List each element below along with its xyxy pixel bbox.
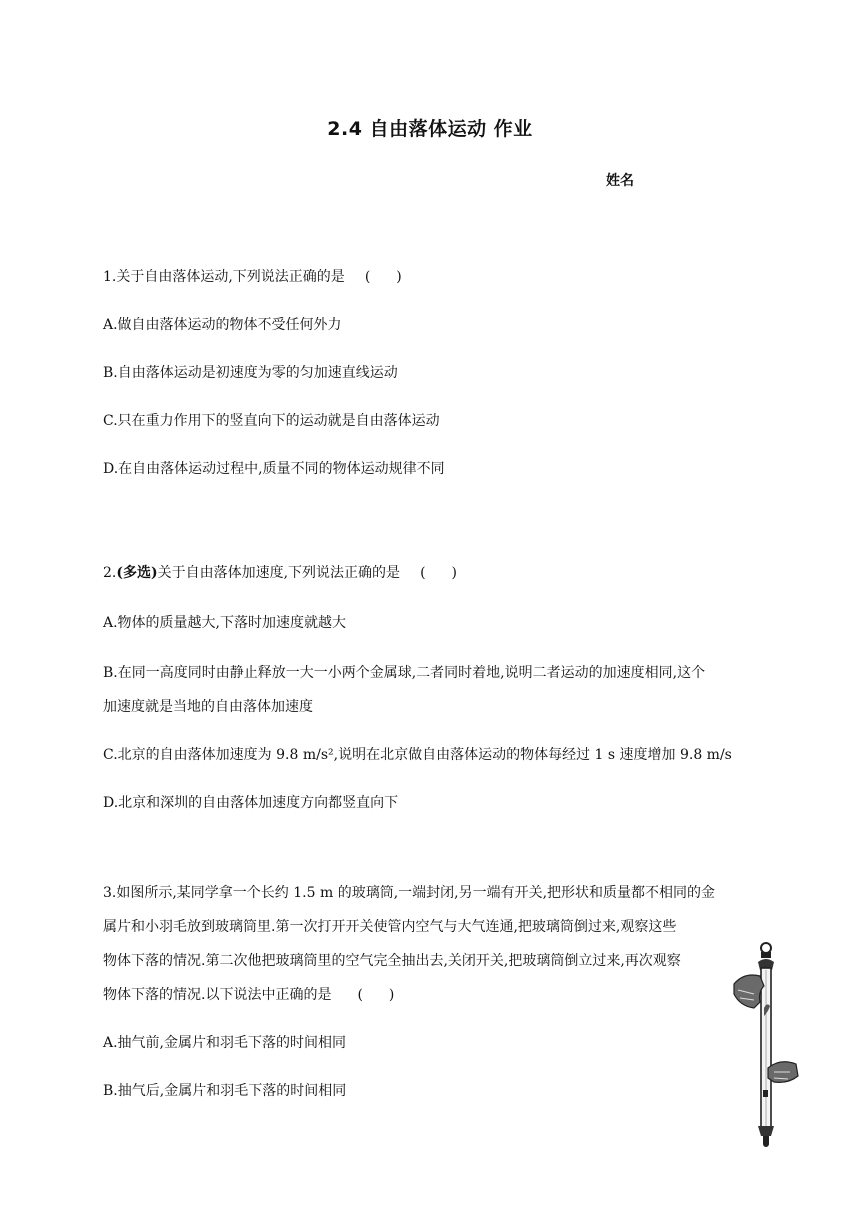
question-2-option-b: B.在同一高度同时由静止释放一大一小两个金属球,二者同时着地,说明二者运动的加速度相同,这个 — [103, 665, 706, 681]
tube-valve-icon — [758, 943, 774, 970]
question-3-stem-line-4: 物体下落的情况.以下说法中正确的是 ( ) — [103, 987, 395, 1003]
multi-select-tag: (多选) — [116, 565, 158, 581]
question-3-stem-line-3: 物体下落的情况.第二次他把玻璃筒里的空气完全抽出去,关闭开关,把玻璃筒倒立过来,再次观察 — [103, 953, 681, 969]
answer-blank: ( ) — [420, 565, 457, 581]
question-3-option-a: A.抽气前,金属片和羽毛下落的时间相同 — [103, 1035, 347, 1051]
glass-tube-figure — [728, 940, 800, 1148]
question-2-stem: 2.(多选)关于自由落体加速度,下列说法正确的是 ( ) — [103, 565, 457, 581]
question-3-option-b: B.抽气后,金属片和羽毛下落的时间相同 — [103, 1083, 347, 1099]
question-1-option-d: D.在自由落体运动过程中,质量不同的物体运动规律不同 — [103, 461, 445, 477]
question-1-option-b: B.自由落体运动是初速度为零的匀加速直线运动 — [103, 365, 398, 381]
question-1-option-a: A.做自由落体运动的物体不受任何外力 — [103, 317, 342, 333]
name-label: 姓名 — [606, 173, 634, 189]
answer-blank: ( ) — [364, 269, 402, 285]
upper-hand-icon — [734, 975, 764, 1008]
question-2-option-c: C.北京的自由落体加速度为 9.8 m/s²,说明在北京做自由落体运动的物体每经过 1 s 速度增加 9.8 m/s — [103, 747, 732, 763]
answer-blank: ( ) — [357, 987, 395, 1003]
question-2-option-d: D.北京和深圳的自由落体加速度方向都竖直向下 — [103, 795, 399, 811]
question-2-option-a: A.物体的质量越大,下落时加速度就越大 — [103, 615, 347, 631]
metal-piece-icon — [763, 1090, 768, 1097]
question-2-option-b-cont: 加速度就是当地的自由落体加速度 — [103, 699, 313, 715]
question-3-stem-line-2: 属片和小羽毛放到玻璃筒里.第一次打开开关使管内空气与大气连通,把玻璃筒倒过来,观察这些 — [103, 919, 677, 935]
question-3-stem-line-1: 3.如图所示,某同学拿一个长约 1.5 m 的玻璃筒,一端封闭,另一端有开关,把形状和质量都不相同的金 — [103, 885, 716, 901]
tube-bottom-cap-icon — [758, 1126, 774, 1147]
question-1-option-c: C.只在重力作用下的竖直向下的运动就是自由落体运动 — [103, 413, 440, 429]
page-title: 2.4 自由落体运动 作业 — [327, 118, 533, 140]
question-1-stem: 1.关于自由落体运动,下列说法正确的是 ( ) — [103, 269, 402, 285]
